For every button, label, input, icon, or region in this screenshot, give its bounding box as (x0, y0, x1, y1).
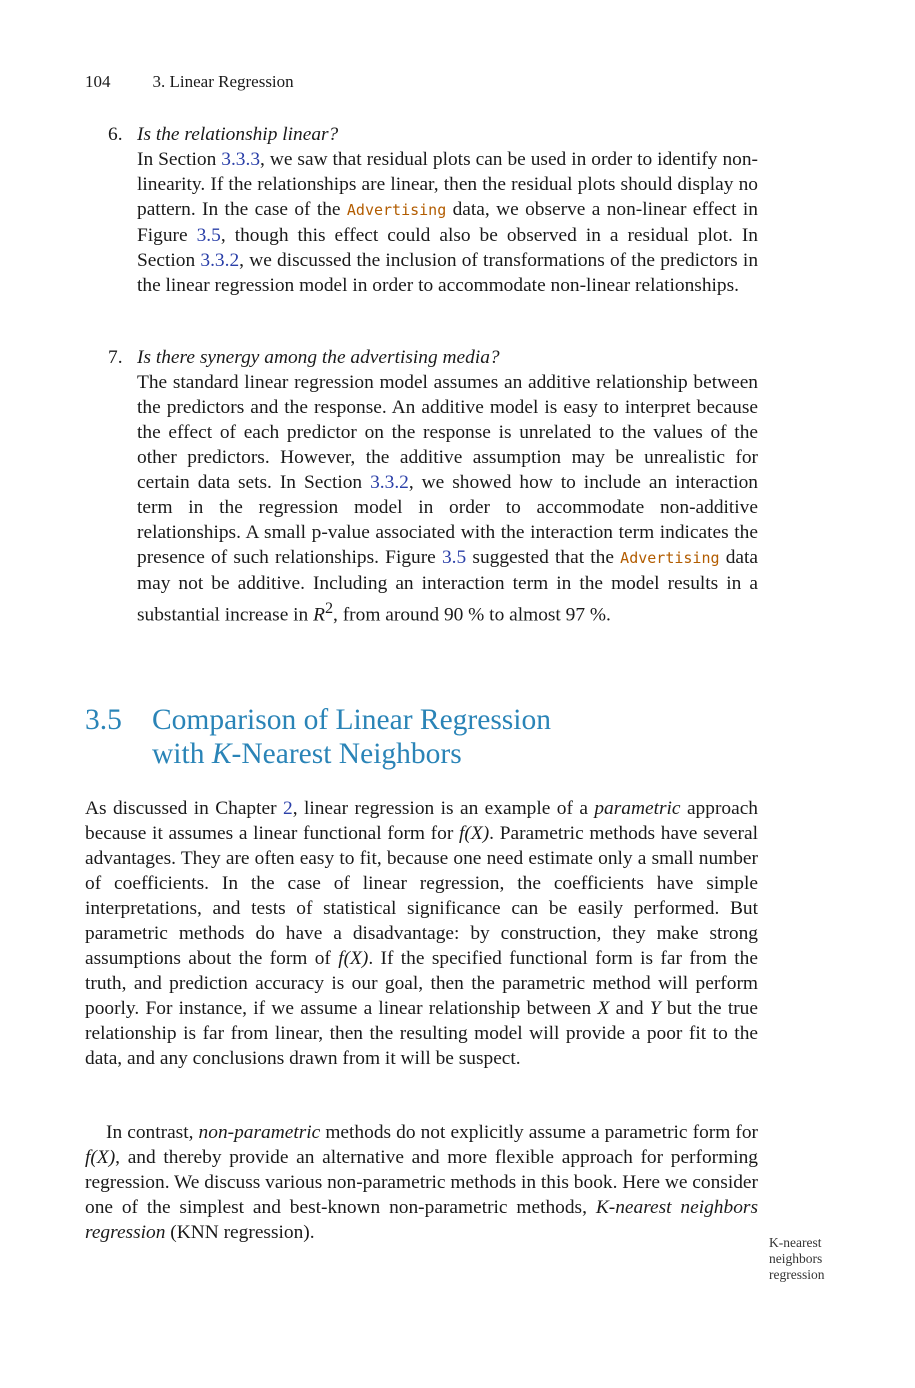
item-number: 7. (108, 347, 123, 368)
item-body (137, 370, 758, 627)
text: In contrast, (106, 1122, 199, 1143)
margin-note-line: regression (769, 1267, 825, 1282)
chapter-title: 3. Linear Regression (152, 72, 294, 91)
text: , linear regression is an example of a (292, 798, 595, 819)
math-R: R (313, 604, 325, 626)
text: In Section (137, 149, 222, 170)
text: data, we observe a non-linear effect in Figure (137, 199, 758, 246)
math-K: K (211, 738, 232, 770)
figure-link[interactable]: 3.5 (196, 225, 221, 246)
text: , though this effect could also be observed in a residual plot. In Section (137, 225, 758, 271)
emphasis: K-nearest neighbors regression (85, 1197, 758, 1243)
section-heading (85, 703, 551, 771)
section-link[interactable]: 3.3.2 (370, 472, 409, 493)
item-body (137, 147, 758, 298)
figure-link[interactable]: 3.5 (441, 547, 467, 568)
paragraph-1 (85, 796, 758, 1071)
text: but the true relationship is far from linear, then the resulting model will provide a poor fit to the data, and any conclusions drawn from it will be suspect. (85, 998, 758, 1069)
text: . Parametric methods have several advantages. They are often easy to fit, because one need estimate only a small number of coefficients. In the case of linear regression, the coefficients have simple interpretations, and tests of statistical significance can be easily performed. But parametric methods do have a disadvantage: by construction, they make strong assumptions about the form of (85, 823, 758, 969)
text: . If the specified functional form is far from the truth, and prediction accuracy is our goal, then the parametric method will perform poorly. For instance, if we assume a linear relationship between (85, 948, 758, 1019)
text: approach because it assumes a linear functional form for (85, 798, 759, 844)
text: , from around 90 % to almost 97 %. (333, 604, 611, 626)
section-title-line1: Comparison of Linear Regression (152, 704, 551, 736)
math: f(X) (338, 948, 369, 969)
margin-note-line: neighbors (769, 1251, 823, 1266)
section-title-line2 (152, 737, 551, 771)
list-item-7 (108, 345, 758, 627)
emphasis: parametric (594, 798, 681, 819)
item-question: Is the relationship linear? (137, 124, 339, 145)
text: , we discussed the inclusion of transformations of the predictors in the linear regression model in order to accommodate non-linear relationships. (137, 250, 759, 296)
running-header (85, 72, 294, 92)
paragraph-2 (85, 1120, 758, 1245)
math-superscript: 2 (324, 600, 334, 617)
dataset-name: Advertising (620, 549, 720, 567)
text: , we showed how to include an interaction term in the regression model in order to accommodate non-additive relationships. A small p-value associated with the interaction term indicates the presence of such relationships. Figure (137, 472, 759, 568)
section-link[interactable]: 3.3.2 (200, 250, 240, 271)
margin-note (769, 1235, 879, 1283)
chapter-link[interactable]: 2 (283, 798, 293, 819)
text: , and thereby provide an alternative and more flexible approach for performing regression. We discuss various non-parametric methods in this book. Here we consider one of the simplest and best-known non-parametric methods, (85, 1147, 758, 1218)
dataset-name: Advertising (346, 201, 447, 219)
section-link[interactable]: 3.3.3 (221, 149, 261, 170)
margin-note-line: K-nearest (769, 1235, 822, 1250)
page-number: 104 (85, 72, 111, 91)
text: As discussed in Chapter (85, 798, 283, 819)
math: f(X) (459, 823, 490, 844)
text: suggested that the (466, 547, 621, 568)
list-item-6 (108, 122, 758, 298)
section-number: 3.5 (85, 704, 122, 736)
text: methods do not explicitly assume a parametric form for (320, 1122, 758, 1143)
text: with (152, 738, 212, 770)
math: X (597, 998, 610, 1019)
math: Y (649, 998, 661, 1019)
text: data may not be additive. Including an interaction term in the model results in a substantial increase in (137, 547, 758, 626)
emphasis: non-parametric (198, 1122, 321, 1143)
text: and (609, 998, 650, 1019)
text: The standard linear regression model assumes an additive relationship between the predictors and the response. An additive model is easy to interpret because the effect of each predictor on the response is unrelated to the values of the other predictors. However, the additive assumption may be unrealistic for certain data sets. In Section (137, 372, 758, 493)
item-number: 6. (108, 124, 123, 145)
item-question: Is there synergy among the advertising media? (137, 347, 500, 368)
math: f(X) (85, 1147, 116, 1168)
text: -Nearest Neighbors (231, 738, 462, 770)
text: (KNN regression). (165, 1222, 315, 1243)
text: , we saw that residual plots can be used in order to identify non-linearity. If the relationships are linear, then the residual plots should display no pattern. In the case of the (137, 149, 758, 220)
